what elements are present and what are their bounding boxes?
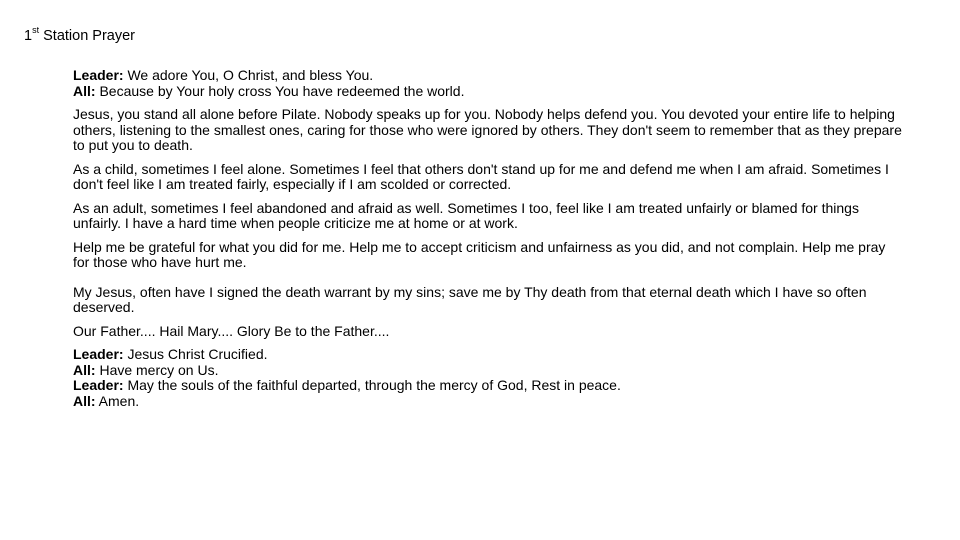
leader-text: May the souls of the faithful departed, through the mercy of God, Rest in peace. bbox=[123, 377, 621, 393]
paragraph-jesus-alone: Jesus, you stand all alone before Pilate. Nobody speaks up for you. Nobody helps defend you. You devoted your entire life to helping others, listening to the smallest ones, caring for those who were ignored by others. They don't seem to remember that as they prepare to put you to death. bbox=[73, 106, 902, 153]
paragraph-grateful: Help me be grateful for what you did for me. Help me to accept criticism and unfairness as you did, and not complain. Help me pray for those who have hurt me. bbox=[73, 238, 886, 270]
all-label: All: bbox=[73, 82, 96, 99]
closing-leader-line-1 bbox=[73, 347, 903, 363]
leader-label: Leader: bbox=[73, 346, 124, 362]
title-text: Station Prayer bbox=[39, 28, 136, 44]
all-label: All: bbox=[73, 361, 96, 378]
leader-label: Leader: bbox=[73, 67, 124, 83]
prayer-body bbox=[73, 68, 903, 409]
paragraph-prayers: Our Father.... Hail Mary.... Glory Be to the Father.... bbox=[73, 322, 390, 339]
closing-all-line-1 bbox=[73, 363, 903, 379]
opening-leader-line bbox=[73, 68, 903, 84]
leader-label: Leader: bbox=[73, 377, 124, 393]
all-text: Because by Your holy cross You have redeemed the world. bbox=[95, 82, 465, 99]
closing-versicles bbox=[73, 347, 903, 409]
paragraph-adult: As an adult, sometimes I feel abandoned and afraid as well. Sometimes I too, feel like I am treated unfairly or blamed for things unfairly. I have a hard time when people criticize me at home or at work. bbox=[73, 199, 859, 231]
paragraph-child: As a child, sometimes I feel alone. Sometimes I feel that others don't stand up for me and defend me when I am afraid. Sometimes I don't feel like I am treated fairly, especially if I am scolded or corrected. bbox=[73, 160, 889, 192]
paragraph-death-warrant: My Jesus, often have I signed the death warrant by my sins; save me by Thy death from that eternal death which I have so often deserved. bbox=[73, 283, 867, 315]
all-label: All: bbox=[73, 392, 96, 409]
leader-text: Jesus Christ Crucified. bbox=[123, 346, 268, 362]
leader-text: We adore You, O Christ, and bless You. bbox=[123, 67, 374, 83]
title-number: 1 bbox=[24, 28, 33, 44]
title-suffix: st bbox=[32, 25, 40, 36]
closing-all-line-2 bbox=[73, 394, 903, 410]
slide-title bbox=[24, 27, 135, 45]
opening-versicle bbox=[73, 68, 903, 99]
closing-leader-line-2 bbox=[73, 378, 903, 394]
all-text: Have mercy on Us. bbox=[95, 361, 219, 378]
all-text: Amen. bbox=[95, 392, 140, 409]
opening-all-line bbox=[73, 84, 903, 100]
